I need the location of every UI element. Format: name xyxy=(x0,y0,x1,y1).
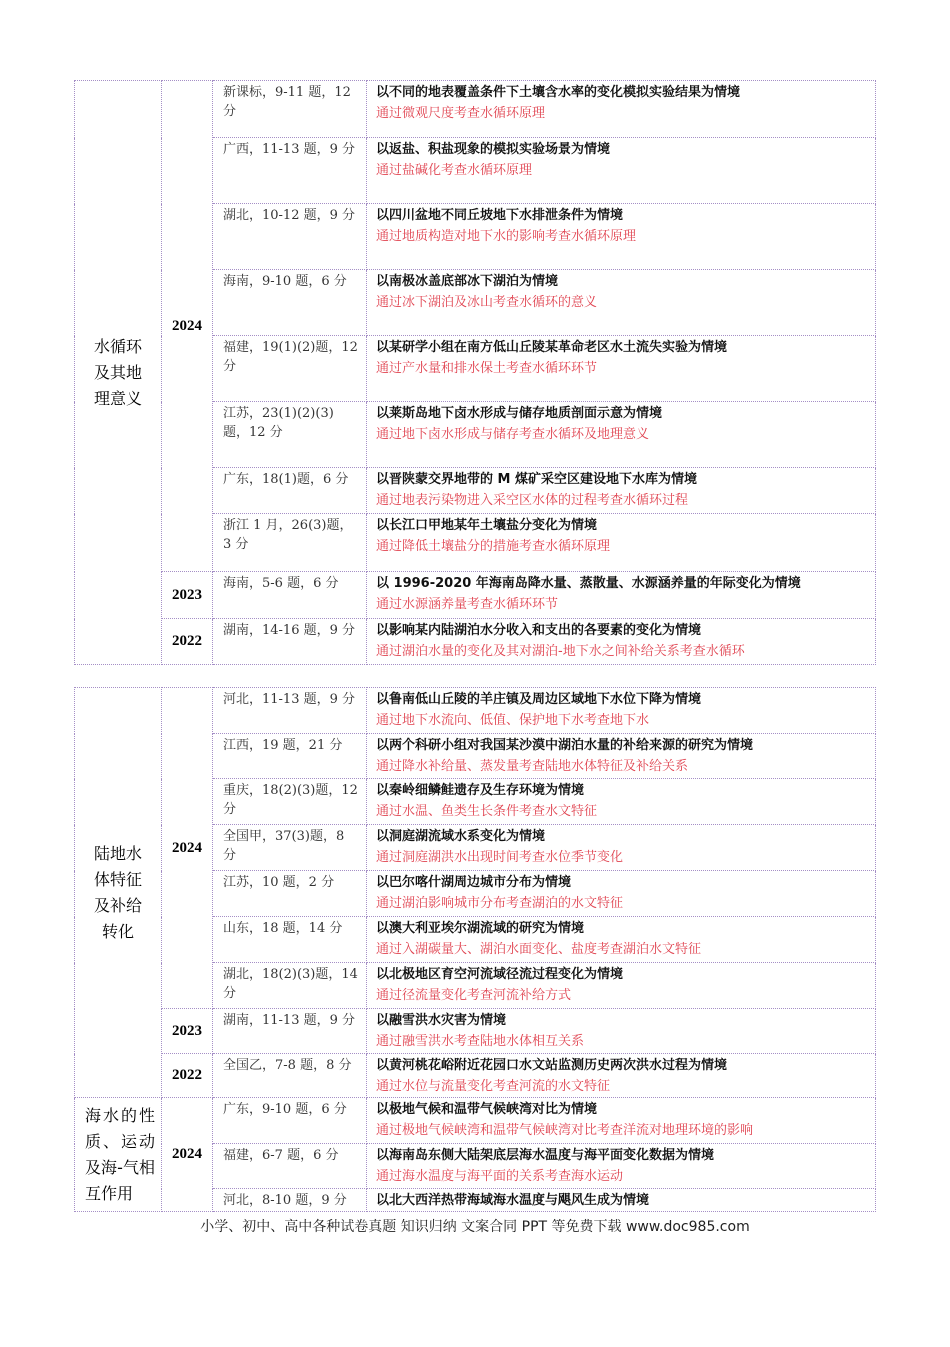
source-cell: 河北，11-13 题，9 分 xyxy=(213,688,367,734)
table-row xyxy=(75,619,876,665)
source-cell: 江苏，10 题，2 分 xyxy=(213,871,367,917)
description-cell xyxy=(367,81,876,138)
source-cell: 湖北，10-12 题，9 分 xyxy=(213,204,367,270)
description-cell xyxy=(367,138,876,204)
table-row xyxy=(75,688,876,734)
description-cell xyxy=(367,1098,876,1144)
source-cell: 福建，6-7 题，6 分 xyxy=(213,1144,367,1189)
description-cell xyxy=(367,402,876,468)
scenario-text: 以融雪洪水灾害为情境 xyxy=(376,1013,507,1028)
test-point-text: 通过地表污染物进入采空区水体的过程考查水循环过程 xyxy=(376,493,689,508)
source-cell: 湖南，11-13 题，9 分 xyxy=(213,1009,367,1054)
scenario-text: 以影响某内陆湖泊水分收入和支出的各要素的变化为情境 xyxy=(376,623,702,638)
description-cell xyxy=(367,619,876,665)
exam-table-land-water xyxy=(74,687,876,1212)
description-cell xyxy=(367,688,876,734)
year-cell: 2024 xyxy=(162,1098,213,1212)
year-cell: 2022 xyxy=(162,619,213,665)
test-point-text: 通过地质构造对地下水的影响考查水循环原理 xyxy=(376,229,637,244)
description-cell xyxy=(367,336,876,402)
test-point-text: 通过盐碱化考查水循环原理 xyxy=(376,163,533,178)
test-point-text: 通过径流量变化考查河流补给方式 xyxy=(376,988,572,1003)
scenario-text: 以 1996-2020 年海南岛降水量、蒸散量、水源涵养量的年际变化为情境 xyxy=(376,576,801,591)
test-point-text: 通过降低土壤盐分的措施考查水循环原理 xyxy=(376,539,611,554)
source-cell: 重庆，18(2)(3)题，12 分 xyxy=(213,779,367,825)
source-cell: 海南，5-6 题，6 分 xyxy=(213,572,367,619)
test-point-text: 通过湖泊影响城市分布考查湖泊的水文特征 xyxy=(376,896,624,911)
description-cell xyxy=(367,779,876,825)
description-cell xyxy=(367,514,876,572)
source-cell: 广西，11-13 题，9 分 xyxy=(213,138,367,204)
source-cell: 广东，18(1)题，6 分 xyxy=(213,468,367,514)
test-point-text: 通过微观尺度考查水循环原理 xyxy=(376,106,546,121)
scenario-text: 以极地气候和温带气候峡湾对比为情境 xyxy=(376,1102,598,1117)
source-cell: 全国甲，37(3)题，8 分 xyxy=(213,825,367,871)
year-cell: 2023 xyxy=(162,1009,213,1054)
source-cell: 河北，8-10 题，9 分 xyxy=(213,1189,367,1212)
test-point-text: 通过湖泊水量的变化及其对湖泊-地下水之间补给关系考查水循环 xyxy=(376,644,745,659)
scenario-text: 以洞庭湖流域水系变化为情境 xyxy=(376,829,546,844)
scenario-text: 以晋陕蒙交界地带的 M 煤矿采空区建设地下水库为情境 xyxy=(376,472,697,487)
scenario-text: 以莱斯岛地下卤水形成与储存地质剖面示意为情境 xyxy=(376,406,663,421)
description-cell xyxy=(367,1189,876,1212)
description-cell xyxy=(367,871,876,917)
source-cell: 江西，19 题，21 分 xyxy=(213,734,367,779)
source-cell: 湖南，14-16 题，9 分 xyxy=(213,619,367,665)
scenario-text: 以北大西洋热带海域海水温度与飓风生成为情境 xyxy=(376,1193,650,1208)
source-cell: 新课标，9-11 题，12 分 xyxy=(213,81,367,138)
test-point-text: 通过降水补给量、蒸发量考查陆地水体特征及补给关系 xyxy=(376,759,689,774)
description-cell xyxy=(367,917,876,963)
scenario-text: 以秦岭细鳞鲑遗存及生存环境为情境 xyxy=(376,783,585,798)
scenario-text: 以某研学小组在南方低山丘陵某革命老区水土流失实验为情境 xyxy=(376,340,728,355)
scenario-text: 以北极地区育空河流域径流过程变化为情境 xyxy=(376,967,624,982)
test-point-text: 通过地下水流向、低值、保护地下水考查地下水 xyxy=(376,713,650,728)
topic-cell: 水循环及其地理意义 xyxy=(75,81,162,665)
test-point-text: 通过海水温度与海平面的关系考查海水运动 xyxy=(376,1169,624,1184)
scenario-text: 以长江口甲地某年土壤盐分变化为情境 xyxy=(376,518,598,533)
year-cell: 2022 xyxy=(162,1054,213,1098)
year-cell: 2024 xyxy=(162,688,213,1009)
test-point-text: 通过极地气候峡湾和温带气候峡湾对比考查洋流对地理环境的影响 xyxy=(376,1123,754,1138)
scenario-text: 以巴尔喀什湖周边城市分布为情境 xyxy=(376,875,572,890)
scenario-text: 以澳大利亚埃尔湖流域的研究为情境 xyxy=(376,921,585,936)
table-row xyxy=(75,1054,876,1098)
source-cell: 江苏，23(1)(2)(3)题，12 分 xyxy=(213,402,367,468)
test-point-text: 通过水位与流量变化考查河流的水文特征 xyxy=(376,1079,611,1094)
source-cell: 海南，9-10 题，6 分 xyxy=(213,270,367,336)
scenario-text: 以黄河桃花峪附近花园口水文站监测历史两次洪水过程为情境 xyxy=(376,1058,728,1073)
table-row xyxy=(75,1009,876,1054)
test-point-text: 通过产水量和排水保土考查水循环环节 xyxy=(376,361,598,376)
scenario-text: 以四川盆地不同丘坡地下水排泄条件为情境 xyxy=(376,208,624,223)
description-cell xyxy=(367,572,876,619)
exam-table-water-cycle xyxy=(74,80,876,665)
test-point-text: 通过水温、鱼类生长条件考查水文特征 xyxy=(376,804,598,819)
source-cell: 湖北，18(2)(3)题，14 分 xyxy=(213,963,367,1009)
description-cell xyxy=(367,1009,876,1054)
year-cell: 2024 xyxy=(162,81,213,572)
table-row xyxy=(75,1098,876,1144)
scenario-text: 以海南岛东侧大陆架底层海水温度与海平面变化数据为情境 xyxy=(376,1148,715,1163)
source-cell: 山东，18 题，14 分 xyxy=(213,917,367,963)
test-point-text: 通过冰下湖泊及冰山考查水循环的意义 xyxy=(376,295,598,310)
topic-cell: 海水的性质、运动及海-气相互作用 xyxy=(75,1098,162,1212)
test-point-text: 通过融雪洪水考查陆地水体相互关系 xyxy=(376,1034,585,1049)
description-cell xyxy=(367,734,876,779)
test-point-text: 通过水源涵养量考查水循环环节 xyxy=(376,597,559,612)
description-cell xyxy=(367,1144,876,1189)
source-cell: 全国乙，7-8 题，8 分 xyxy=(213,1054,367,1098)
scenario-text: 以鲁南低山丘陵的羊庄镇及周边区域地下水位下降为情境 xyxy=(376,692,702,707)
source-cell: 浙江 1 月，26(3)题，3 分 xyxy=(213,514,367,572)
description-cell xyxy=(367,468,876,514)
description-cell xyxy=(367,963,876,1009)
description-cell xyxy=(367,825,876,871)
description-cell xyxy=(367,1054,876,1098)
scenario-text: 以返盐、积盐现象的模拟实验场景为情境 xyxy=(376,142,611,157)
test-point-text: 通过洞庭湖洪水出现时间考查水位季节变化 xyxy=(376,850,624,865)
topic-cell: 陆地水体特征及补给转化 xyxy=(75,688,162,1098)
test-point-text: 通过地下卤水形成与储存考查水循环及地理意义 xyxy=(376,427,650,442)
scenario-text: 以两个科研小组对我国某沙漠中湖泊水量的补给来源的研究为情境 xyxy=(376,738,754,753)
source-cell: 广东，9-10 题，6 分 xyxy=(213,1098,367,1144)
table-row xyxy=(75,572,876,619)
description-cell xyxy=(367,204,876,270)
scenario-text: 以南极冰盖底部冰下湖泊为情境 xyxy=(376,274,559,289)
description-cell xyxy=(367,270,876,336)
table-row xyxy=(75,81,876,138)
test-point-text: 通过入湖碳量大、湖泊水面变化、盐度考查湖泊水文特征 xyxy=(376,942,702,957)
source-cell: 福建，19(1)(2)题，12 分 xyxy=(213,336,367,402)
year-cell: 2023 xyxy=(162,572,213,619)
page-footer: 小学、初中、高中各种试卷真题 知识归纳 文案合同 PPT 等免费下载 www.doc985.com xyxy=(200,1219,750,1235)
scenario-text: 以不同的地表覆盖条件下土壤含水率的变化模拟实验结果为情境 xyxy=(376,85,741,100)
